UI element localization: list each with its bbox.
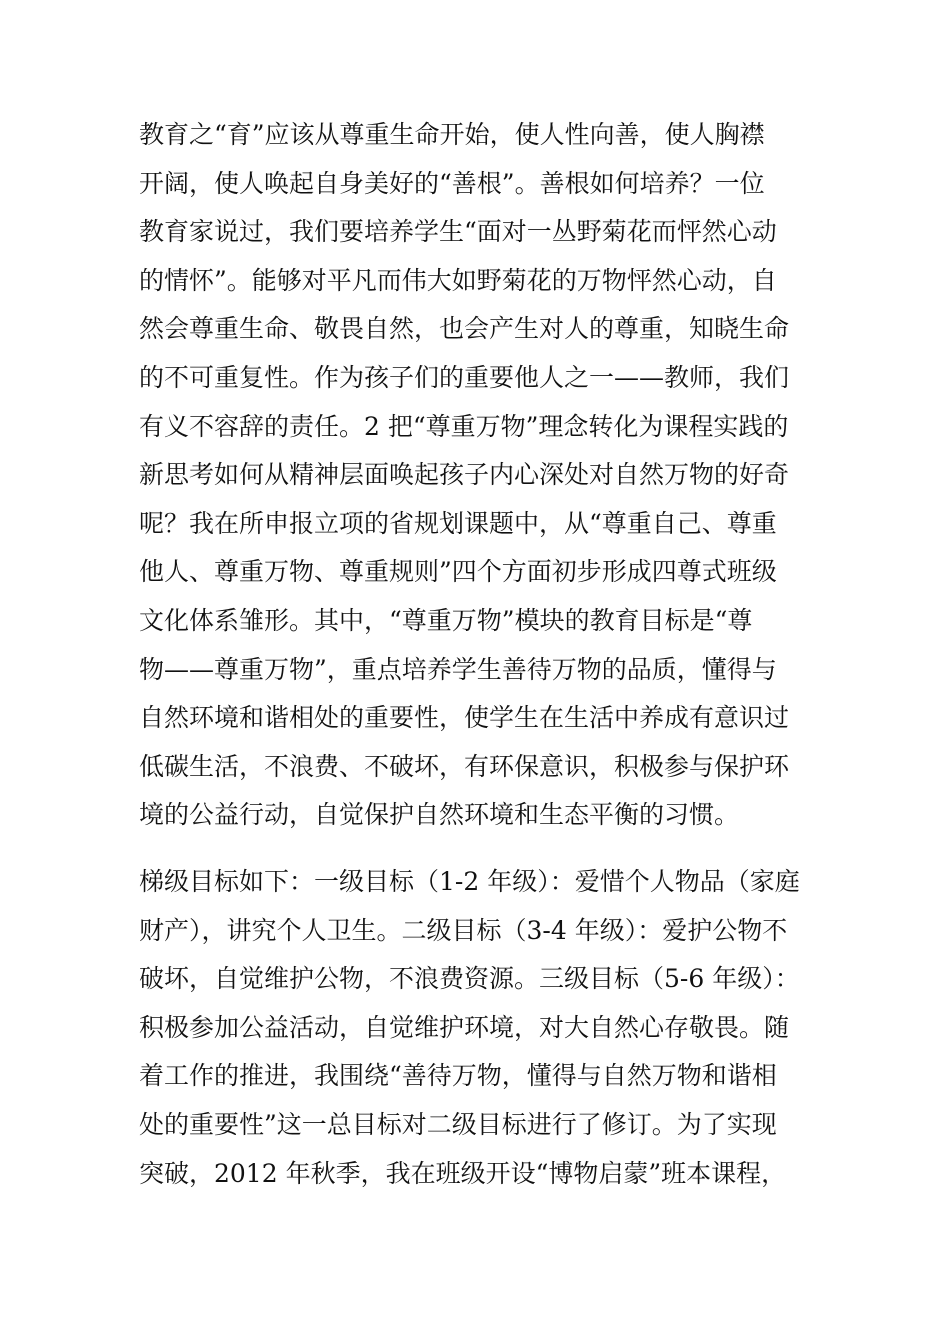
text-line: 教育家说过，我们要培养学生“面对一丛野菊花而怦然心动 <box>139 217 777 247</box>
text-line: 自然环境和谐相处的重要性，使学生在生活中养成有意识过 <box>139 703 790 733</box>
text-line: 他人、尊重万物、尊重规则”四个方面初步形成四尊式班级 <box>139 557 777 587</box>
text-line: 低碳生活，不浪费、不破坏，有环保意识，积极参与保护环 <box>139 751 790 781</box>
text-line: 突破，2012 年秋季，我在班级开设“博物启蒙”班本课程， <box>139 1158 787 1188</box>
text-line: 境的公益行动，自觉保护自然环境和生态平衡的习惯。 <box>139 800 740 830</box>
text-line: 着工作的推进，我围绕“善待万物，懂得与自然万物和谐相 <box>139 1061 777 1091</box>
text-line: 开阔，使人唤起自身美好的“善根”。善根如何培养？一位 <box>139 168 765 198</box>
text-line: 的不可重复性。作为孩子们的重要他人之一——教师，我们 <box>139 362 790 392</box>
paragraph-2 <box>139 858 819 1198</box>
text-line: 财产），讲究个人卫生。二级目标（3-4 年级）：爱护公物不 <box>139 915 788 945</box>
text-line: 处的重要性”这一总目标对二级目标进行了修订。为了实现 <box>139 1109 777 1139</box>
text-line: 文化体系雏形。其中，“尊重万物”模块的教育目标是“尊 <box>139 605 753 635</box>
text-line: 梯级目标如下：一级目标（1-2 年级）：爱惜个人物品（家庭 <box>139 867 800 896</box>
text-line: 然会尊重生命、敬畏自然，也会产生对人的尊重，知晓生命 <box>139 314 790 344</box>
text-line: 新思考如何从精神层面唤起孩子内心深处对自然万物的好奇 <box>139 460 790 490</box>
text-line: 有义不容辞的责任。2 把“尊重万物”理念转化为课程实践的 <box>139 411 789 441</box>
text-line: 呢？我在所申报立项的省规划课题中，从“尊重自己、尊重 <box>139 508 777 538</box>
text-line: 的情怀”。能够对平凡而伟大如野菊花的万物怦然心动，自 <box>139 265 777 295</box>
paragraph-1 <box>139 111 819 840</box>
text-line: 物——尊重万物”，重点培养学生善待万物的品质，懂得与 <box>139 654 777 684</box>
text-line: 教育之“育”应该从尊重生命开始，使人性向善，使人胸襟 <box>139 120 765 149</box>
text-line: 破坏，自觉维护公物，不浪费资源。三级目标（5-6 年级）： <box>139 964 800 994</box>
text-line: 积极参加公益活动，自觉维护环境，对大自然心存敬畏。随 <box>139 1012 790 1042</box>
